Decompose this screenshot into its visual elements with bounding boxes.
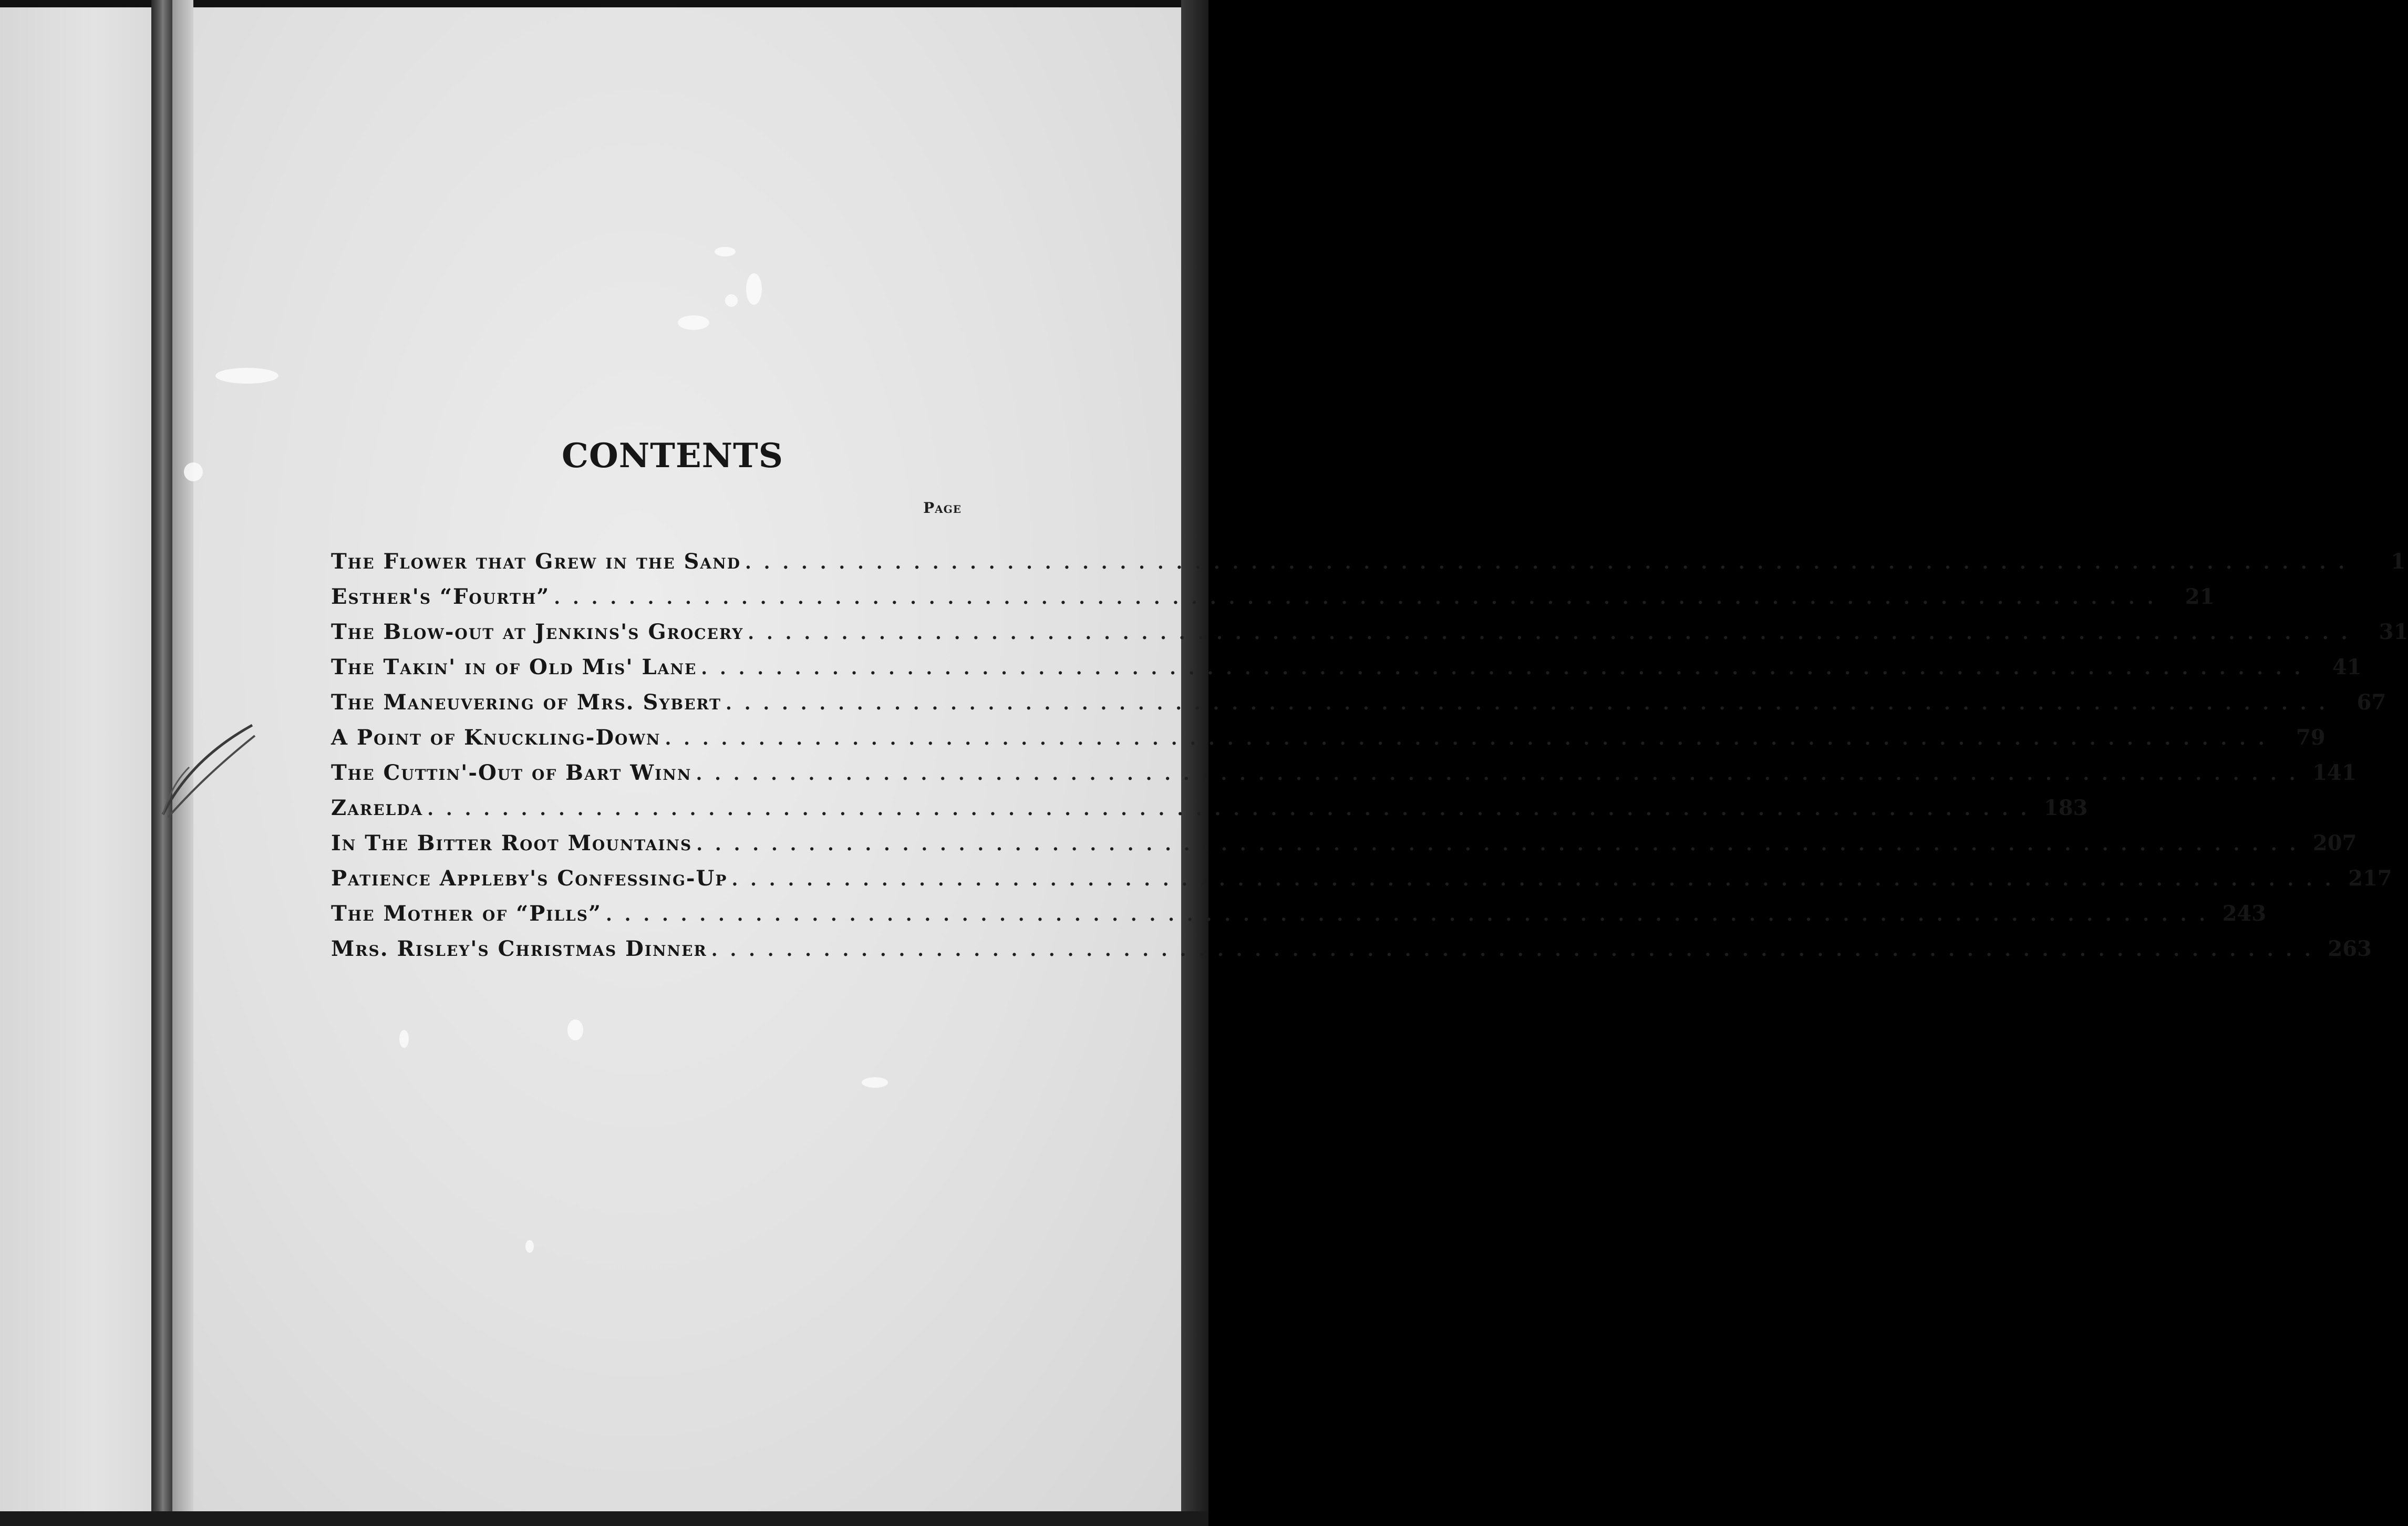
bottom-page-edge bbox=[0, 1511, 1208, 1526]
dot-leader bbox=[550, 587, 2156, 609]
entry-page-number: 243 bbox=[2222, 901, 2267, 926]
entry-page-number: 207 bbox=[2312, 831, 2357, 855]
scan-speck bbox=[862, 1077, 888, 1088]
scan-speck bbox=[746, 273, 762, 305]
entry-page-number: 21 bbox=[2185, 584, 2215, 609]
entry-title: Zarelda bbox=[331, 796, 423, 820]
scan-speck bbox=[678, 315, 709, 330]
entry-title: The Mother of “Pills” bbox=[331, 901, 602, 926]
dot-leader bbox=[602, 904, 2208, 925]
entry-page-number: 141 bbox=[2312, 760, 2357, 785]
toc-entry[interactable] bbox=[331, 549, 2406, 584]
scan-speck bbox=[215, 368, 278, 384]
toc-entry[interactable] bbox=[331, 725, 2326, 760]
entry-title: Patience Appleby's Confessing-Up bbox=[331, 866, 728, 891]
scan-speck bbox=[715, 247, 736, 256]
toc-entry[interactable] bbox=[331, 690, 2386, 725]
entry-title: The Takin' in of Old Mis' Lane bbox=[331, 655, 697, 679]
entry-title: Esther's “Fourth” bbox=[331, 584, 550, 609]
dot-leader bbox=[721, 693, 2328, 714]
entry-title: The Cuttin'-Out of Bart Winn bbox=[331, 760, 692, 785]
scan-speck bbox=[725, 294, 738, 307]
entry-page-number: 1 bbox=[2391, 549, 2406, 574]
dot-leader bbox=[661, 728, 2268, 749]
entry-page-number: 263 bbox=[2328, 936, 2372, 961]
dot-leader bbox=[697, 658, 2303, 679]
scan-speck bbox=[567, 1019, 583, 1040]
toc-entry[interactable] bbox=[331, 760, 2357, 796]
entry-title: The Blow-out at Jenkins's Grocery bbox=[331, 620, 744, 644]
dot-leader bbox=[707, 940, 2314, 961]
entry-page-number: 67 bbox=[2357, 690, 2386, 715]
entry-title: The Maneuvering of Mrs. Sybert bbox=[331, 690, 722, 715]
toc-entry[interactable] bbox=[331, 936, 2372, 972]
left-page-blank bbox=[0, 7, 158, 1519]
dot-leader bbox=[423, 799, 2030, 820]
scan-speck bbox=[184, 462, 203, 481]
entry-page-number: 217 bbox=[2348, 866, 2392, 891]
scan-speck bbox=[525, 1240, 534, 1253]
table-of-contents bbox=[331, 549, 2408, 972]
contents-heading: CONTENTS bbox=[562, 436, 783, 476]
dot-leader bbox=[743, 623, 2350, 644]
dot-leader bbox=[741, 552, 2348, 573]
toc-entry[interactable] bbox=[331, 901, 2267, 936]
entry-title: A Point of Knuckling-Down bbox=[331, 725, 661, 750]
toc-entry[interactable] bbox=[331, 620, 2408, 655]
entry-title: Mrs. Risley's Christmas Dinner bbox=[331, 936, 707, 961]
toc-entry[interactable] bbox=[331, 655, 2362, 690]
toc-entry[interactable] bbox=[331, 866, 2392, 901]
toc-entry[interactable] bbox=[331, 796, 2088, 831]
page-column-label: Page bbox=[923, 499, 962, 517]
dot-leader bbox=[727, 869, 2334, 890]
scan-speck bbox=[399, 1030, 409, 1048]
entry-page-number: 183 bbox=[2043, 796, 2088, 820]
entry-title: The Flower that Grew in the Sand bbox=[331, 549, 741, 574]
pencil-mark-icon bbox=[158, 720, 263, 825]
entry-page-number: 79 bbox=[2296, 725, 2326, 750]
toc-entry[interactable] bbox=[331, 831, 2357, 866]
toc-entry[interactable] bbox=[331, 584, 2215, 620]
entry-page-number: 31 bbox=[2379, 620, 2408, 644]
right-page-edge bbox=[1181, 0, 1208, 1526]
dot-leader bbox=[691, 764, 2298, 785]
dot-leader bbox=[692, 834, 2299, 855]
entry-page-number: 41 bbox=[2332, 655, 2362, 679]
entry-title: In The Bitter Root Mountains bbox=[331, 831, 693, 855]
